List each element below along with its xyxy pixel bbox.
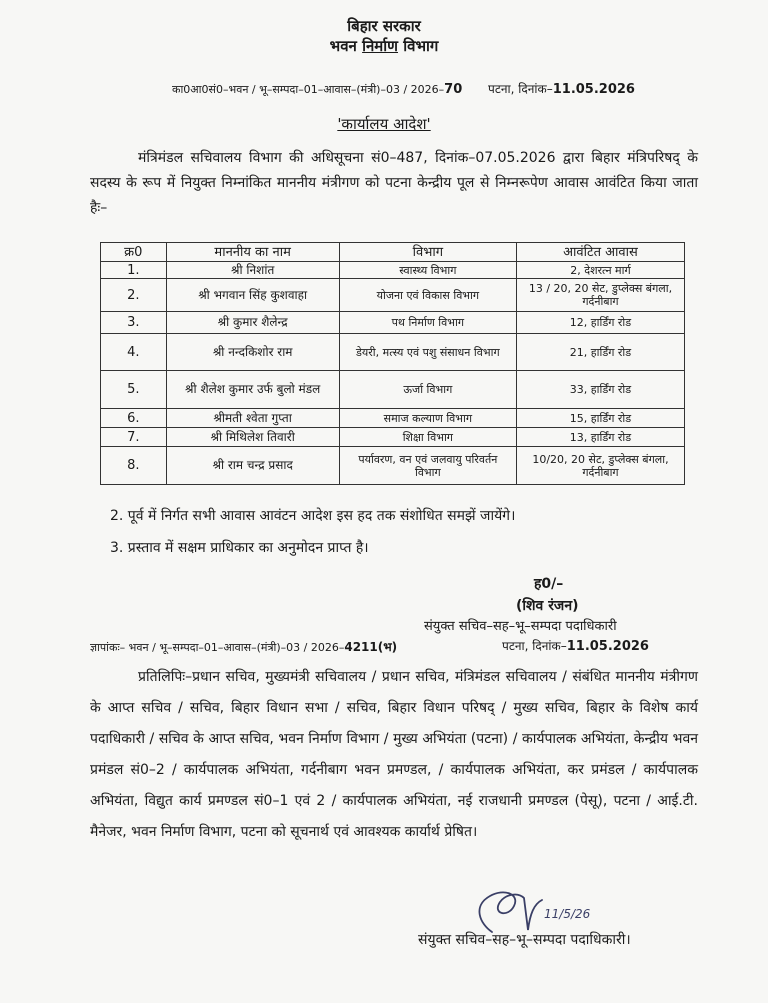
row-name: श्री मिथिलेश तिवारी [166, 428, 339, 447]
order-title: 'कार्यालय आदेश' [337, 115, 431, 133]
row-name: श्रीमती श्वेता गुप्ता [166, 409, 339, 428]
row-sn: 4. [101, 334, 167, 371]
row-department: शिक्षा विभाग [339, 428, 516, 447]
table-row [101, 262, 685, 279]
memo-number-bold: 4211(भ) [344, 640, 398, 654]
row-department: स्वास्थ्य विभाग [339, 262, 516, 279]
memo-date-bold: 11.05.2026 [566, 639, 649, 654]
table-row [101, 312, 685, 334]
header-sn: क्र0 [101, 243, 167, 262]
memo-number [90, 638, 397, 655]
row-department: डेयरी, मत्स्य एवं पशु संसाधन विभाग [339, 334, 516, 371]
table-row [101, 428, 685, 447]
row-name: श्री भगवान सिंह कुशवाहा [166, 279, 339, 312]
row-residence: 10/20, 20 सेट, डुप्लेक्स बंगला, गर्दनीबाग [516, 447, 684, 485]
row-name: श्री राम चन्द्र प्रसाद [166, 447, 339, 485]
memo-date [502, 637, 649, 654]
table-header-row [101, 243, 685, 262]
row-department: समाज कल्याण विभाग [339, 409, 516, 428]
dept-underlined: निर्माण [362, 37, 399, 55]
row-residence: 13, हार्डिंग रोड [516, 428, 684, 447]
row-sn: 1. [101, 262, 167, 279]
table-row [101, 334, 685, 371]
row-name: श्री निशांत [166, 262, 339, 279]
row-name: श्री नन्दकिशोर राम [166, 334, 339, 371]
row-residence: 2, देशरत्न मार्ग [516, 262, 684, 279]
final-designation: संयुक्त सचिव–सह–भू–सम्पदा पदाधिकारी। [418, 932, 631, 948]
memo-place: पटना, दिनांक– [502, 639, 567, 653]
point-two: 2. पूर्व में निर्गत सभी आवास आवंटन आदेश इस हद तक संशोधित समझें जायेंगे। [110, 508, 516, 524]
intro-paragraph: मंत्रिमंडल सचिवालय विभाग की अधिसूचना सं0–487, दिनांक–07.05.2026 द्वारा बिहार मंत्रिपरिषद् के सदस्य के रूप में नियुक्त निम्नांकित माननीय मंत्रीगण को पटना केन्द्रीय पूल से निम्नरूपेण आवास आवंटित किया जाता हैः– [90, 150, 698, 216]
header-department: विभाग [339, 243, 516, 262]
signatory-designation: संयुक्त सचिव–सह–भू–सम्पदा पदाधिकारी [424, 619, 617, 634]
table-row [101, 371, 685, 409]
ref-number-bold: 70 [444, 82, 463, 97]
reference-date [488, 80, 635, 97]
row-residence: 12, हार्डिंग रोड [516, 312, 684, 334]
row-sn: 2. [101, 279, 167, 312]
row-department: योजना एवं विकास विभाग [339, 279, 516, 312]
row-sn: 6. [101, 409, 167, 428]
row-residence: 13 / 20, 20 सेट, डुप्लेक्स बंगला, गर्दनीबाग [516, 279, 684, 312]
table-row [101, 409, 685, 428]
reference-number [172, 82, 462, 97]
signed-mark: ह0/– [534, 576, 564, 592]
row-department: ऊर्जा विभाग [339, 371, 516, 409]
row-name: श्री शैलेश कुमार उर्फ बुलो मंडल [166, 371, 339, 409]
header-residence: आवंटित आवास [516, 243, 684, 262]
signatory-name: (शिव रंजन) [516, 598, 579, 614]
signature-date: 11/5/26 [544, 907, 591, 921]
government-title: बिहार सरकार [347, 17, 421, 35]
row-residence: 21, हार्डिंग रोड [516, 334, 684, 371]
row-department: पथ निर्माण विभाग [339, 312, 516, 334]
point-three: 3. प्रस्ताव में सक्षम प्राधिकार का अनुमोदन प्राप्त है। [110, 540, 369, 556]
allocation-table [100, 242, 685, 485]
row-residence: 33, हार्डिंग रोड [516, 371, 684, 409]
dept-prefix: भवन [329, 37, 363, 55]
table-row [101, 447, 685, 485]
department-title [0, 36, 768, 56]
row-name: श्री कुमार शैलेन्द्र [166, 312, 339, 334]
row-department: पर्यावरण, वन एवं जलवायु परिवर्तन विभाग [339, 447, 516, 485]
copy-to-paragraph: प्रतिलिपिः–प्रधान सचिव, मुख्यमंत्री सचिवालय / प्रधान सचिव, मंत्रिमंडल सचिवालय / संबंधित माननीय मंत्रीगण के आप्त सचिव / सचिव, बिहार विधान सभा / सचिव, बिहार विधान परिषद् / मुख्य सचिव, बिहार के विशेष कार्य पदाधिकारी / सचिव के आप्त सचिव, भवन निर्माण विभाग / मुख्य अभियंता (पटना) / कार्यपालक अभियंता, केन्द्रीय भवन प्रमंडल सं0–2 / कार्यपालक अभियंता, गर्दनीबाग भवन प्रमण्डल, / कार्यपालक अभियंता, कर प्रमंडल / कार्यपालक अभियंता, विद्युत कार्य प्रमण्डल सं0–1 एवं 2 / कार्यपालक अभियंता, नई राजधानी प्रमण्डल (पेसू), पटना / आई.टी. मैनेजर, भवन निर्माण विभाग, पटना को सूचनार्थ एवं आवश्यक कार्यार्थ प्रेषित। [90, 669, 698, 840]
ref-number-text: का0आ0सं0–भवन / भू–सम्पदा–01–आवास–(मंत्री)–03 / 2026– [172, 83, 445, 96]
memo-number-text: ज्ञापांकः– भवन / भू–सम्पदा–01–आवास–(मंत्री)–03 / 2026– [90, 641, 345, 654]
header-name: माननीय का नाम [166, 243, 339, 262]
ref-place: पटना, दिनांक– [488, 82, 553, 96]
ref-date-bold: 11.05.2026 [552, 82, 635, 97]
dept-suffix: विभाग [398, 37, 439, 55]
row-residence: 15, हार्डिंग रोड [516, 409, 684, 428]
row-sn: 5. [101, 371, 167, 409]
row-sn: 7. [101, 428, 167, 447]
table-row [101, 279, 685, 312]
row-sn: 3. [101, 312, 167, 334]
row-sn: 8. [101, 447, 167, 485]
